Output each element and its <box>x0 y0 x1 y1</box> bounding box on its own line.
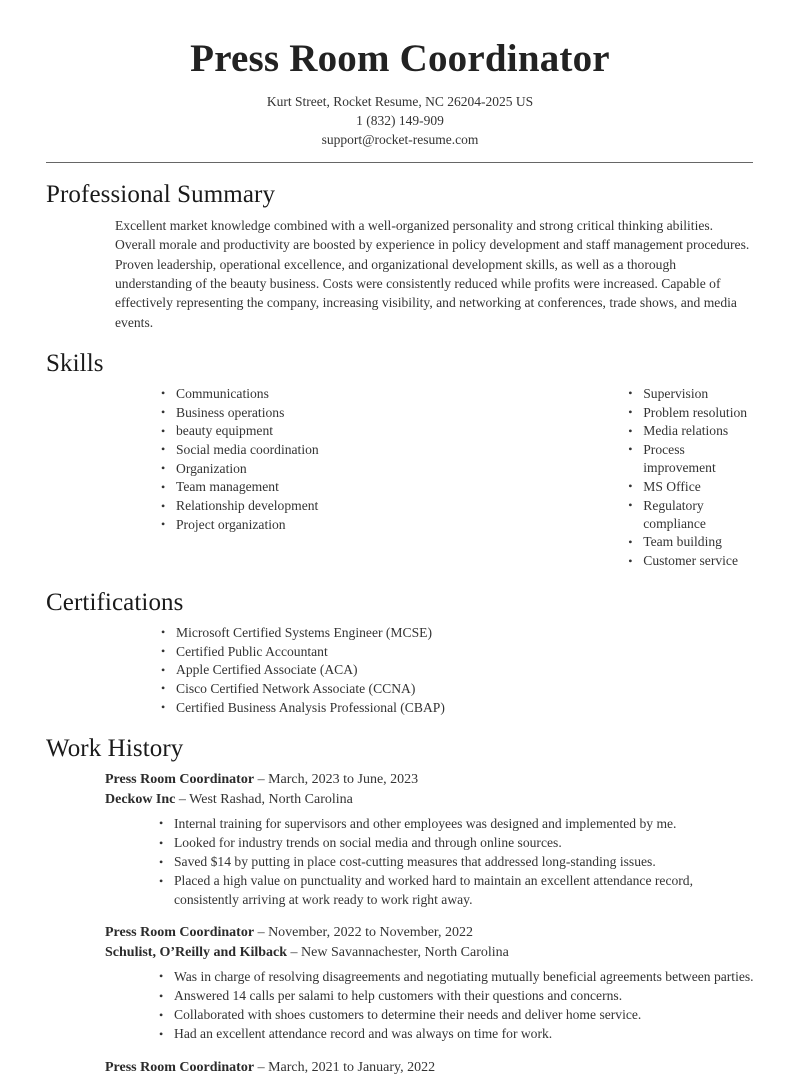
list-item: • Was in charge of resolving disagreements and negotiating mutually beneficial agreements between parties. <box>158 968 754 986</box>
skills-column-right <box>424 385 754 571</box>
skills-list-right <box>627 385 754 571</box>
certifications-body <box>46 624 754 717</box>
job-bullets <box>105 815 754 909</box>
job-title-line <box>105 923 754 943</box>
list-item: • Looked for industry trends on social media and through online sources. <box>158 834 754 852</box>
list-item: • Organization <box>160 460 424 478</box>
job-role: Press Room Coordinator <box>105 924 255 940</box>
list-item: • Placed a high value on punctuality and worked hard to maintain an excellent attendance record, consistently arriving at work ready to work right away. <box>158 872 754 908</box>
section-work-history <box>46 734 754 1078</box>
job-title-line <box>105 770 754 790</box>
job-role: Press Room Coordinator <box>105 1059 255 1075</box>
job-separator: – <box>254 771 269 787</box>
job-separator: – <box>175 791 190 807</box>
list-item: • Collaborated with shoes customers to determine their needs and deliver home service. <box>158 1006 754 1024</box>
job-location: West Rashad, North Carolina <box>189 791 353 807</box>
work-history-entry <box>105 923 754 1044</box>
job-role: Press Room Coordinator <box>105 771 255 787</box>
list-item: • Answered 14 calls per salami to help customers with their questions and concerns. <box>158 987 754 1005</box>
job-bullet-list <box>158 815 754 909</box>
job-separator: – <box>287 944 302 960</box>
job-company-line <box>105 943 754 963</box>
list-item: • Customer service <box>627 552 754 570</box>
list-item: • Microsoft Certified Systems Engineer (MCSE) <box>160 624 754 642</box>
job-company-line <box>105 790 754 810</box>
contact-address: Kurt Street, Rocket Resume, NC 26204-2025 US <box>266 94 534 110</box>
job-location: New Savannachester, North Carolina <box>301 944 509 960</box>
section-professional-summary <box>46 180 754 332</box>
list-item: • Team management <box>160 478 424 496</box>
job-separator: – <box>254 1059 269 1075</box>
work-history-entry <box>105 1058 754 1078</box>
list-item: • Relationship development <box>160 497 424 515</box>
job-dates: March, 2023 to June, 2023 <box>268 771 419 787</box>
section-certifications <box>46 588 754 717</box>
job-bullets <box>105 968 754 1044</box>
list-item: • Process improvement <box>627 441 754 477</box>
summary-body <box>46 216 754 332</box>
skills-column-left <box>160 385 424 571</box>
list-item: • Problem resolution <box>627 404 754 422</box>
list-item: • Regulatory compliance <box>627 497 754 533</box>
list-item: • Certified Business Analysis Professional (CBAP) <box>160 699 754 717</box>
list-item: • Project organization <box>160 516 424 534</box>
contact-phone: 1 (832) 149-909 <box>356 113 444 129</box>
work-history-body <box>46 770 754 1078</box>
contact-block <box>46 92 754 149</box>
list-item: • Certified Public Accountant <box>160 643 754 661</box>
job-dates: March, 2021 to January, 2022 <box>268 1059 436 1075</box>
certifications-list <box>160 624 754 717</box>
contact-email: support@rocket-resume.com <box>321 132 479 148</box>
section-skills <box>46 349 754 571</box>
job-separator: – <box>254 924 269 940</box>
list-item: • Social media coordination <box>160 441 424 459</box>
list-item: • Internal training for supervisors and other employees was designed and implemented by me. <box>158 815 754 833</box>
skills-columns <box>46 385 754 571</box>
skills-list-left <box>160 385 424 534</box>
list-item: • Had an excellent attendance record and was always on time for work. <box>158 1025 754 1043</box>
list-item: • Supervision <box>627 385 754 403</box>
section-heading-certifications: Certifications <box>46 588 184 616</box>
job-bullet-list <box>158 968 754 1044</box>
page-title: Press Room Coordinator <box>190 37 610 80</box>
section-heading-summary: Professional Summary <box>46 181 276 209</box>
list-item: • Cisco Certified Network Associate (CCNA) <box>160 680 754 698</box>
list-item: • Team building <box>627 533 754 551</box>
summary-text: Excellent market knowledge combined with a well-organized personality and strong critical thinking abilities. Overall morale and productivity are boosted by experience in policy development and staff management procedures. Proven leadership, operational excellence, and organizational development skills, as well as a thorough understanding of the beauty business. Costs were consistently reduced while profits were increased. Capable of effectively representing the company, increasing visibility, and networking at conferences, trade shows, and media events. <box>115 218 750 330</box>
work-history-entry <box>105 770 754 909</box>
list-item: • beauty equipment <box>160 422 424 440</box>
list-item: • Media relations <box>627 422 754 440</box>
section-heading-skills: Skills <box>46 349 104 377</box>
list-item: • Business operations <box>160 404 424 422</box>
section-heading-work-history: Work History <box>46 734 184 762</box>
list-item: • Apple Certified Associate (ACA) <box>160 661 754 679</box>
resume-header <box>46 0 754 163</box>
job-dates: November, 2022 to November, 2022 <box>268 924 474 940</box>
list-item: • MS Office <box>627 478 754 496</box>
job-company: Deckow Inc <box>105 791 176 807</box>
list-item: • Communications <box>160 385 424 403</box>
job-title-line <box>105 1058 754 1078</box>
job-company: Schulist, O’Reilly and Kilback <box>105 944 288 960</box>
list-item: • Saved $14 by putting in place cost-cutting measures that addressed long-standing issues. <box>158 853 754 871</box>
header-divider <box>46 162 753 163</box>
